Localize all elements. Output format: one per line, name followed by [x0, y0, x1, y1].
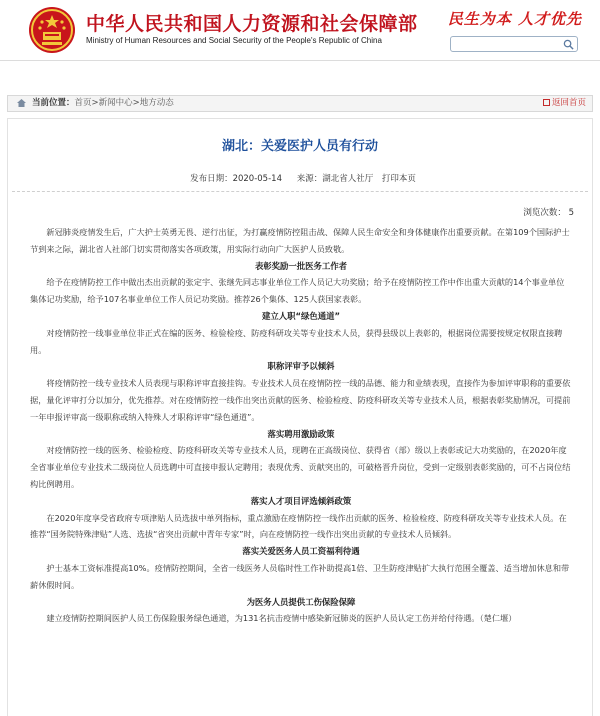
paragraph: 将疫情防控一线专业技术人员表现与职称评审直接挂钩。专业技术人员在疫情防控一线的品德、能力和业绩表现，直接作为参加评审职称的重要依据，量化评审打分以加分，优先推荐。对在疫情防控一线作出突出贡献的医务、检验检疫、防疫科研攻关等专业技术人员，根据表彰奖励情况，可提前一年申报评审高一级职称或纳入特殊人才职称评审“绿色通道”。: [30, 378, 571, 422]
home-icon: [17, 99, 26, 107]
breadcrumb: [7, 95, 593, 112]
breadcrumb-label: 当前位置：: [32, 98, 75, 108]
print-page-link[interactable]: 打印本页: [381, 174, 416, 184]
section-heading: 表彰奖励一批医务工作者: [254, 260, 348, 271]
publish-date: 发布日期：2020-05-14: [190, 174, 282, 184]
breadcrumb-separator: >: [91, 98, 99, 108]
paragraph: 建立疫情防控期间医护人员工伤保险服务绿色通道，为131名抗击疫情中感染新冠肺炎的医护人员认定工伤并给付待遇。（楚仁堰）: [46, 613, 517, 624]
section-heading: 落实人才项目评选倾斜政策: [250, 495, 352, 506]
back-home-link[interactable]: [543, 96, 586, 111]
breadcrumb-item-local[interactable]: 地方动态: [139, 98, 174, 108]
site-slogan: 民生为本 人才优先: [447, 10, 582, 28]
view-count: 浏览次数： 5: [523, 208, 574, 218]
paragraph: 在2020年度享受省政府专项津贴人员选拔中单列指标，重点激励在疫情防控一线作出贡献的医务、检验检疫、防疫科研攻关等专业技术人员。在推荐“国务院特殊津贴”人选、选拔“省突出贡献中青年专家”时，向在疫情防控一线作出突出贡献的专业技术人员倾斜。: [30, 512, 567, 540]
section-heading: 建立人职“绿色通道”: [261, 310, 340, 321]
site-title: 中华人民共和国人力资源和社会保障部: [86, 13, 418, 35]
back-icon: [543, 99, 550, 106]
paragraph: 对疫情防控一线的医务、检验检疫、防疫科研攻关等专业技术人员，现聘在正高级岗位、获得省（部）级以上表彰或记大功奖励的，在2020年度全省事业单位专业技术二级岗位人员选聘中可直接申报认定聘用；表现优秀、贡献突出的，可破格晋升岗位，受到一定级别表彰奖励的，可不占岗位结构比例聘用。: [30, 445, 571, 489]
paragraph: 护士基本工资标准提高10%。疫情防控期间，全省一线医务人员临时性工作补助提高1倍、卫生防疫津贴扩大执行范围全覆盖、适当增加休息和带薪休假时间。: [30, 562, 570, 590]
paragraph: 对疫情防控一线事业单位非正式在编的医务、检验检疫、防疫科研攻关等专业技术人员，获得县级以上表彰的，根据岗位需要按规定权限直接聘用。: [30, 327, 563, 355]
section-heading: 落实聘用激励政策: [267, 428, 335, 439]
paragraph: 给予在疫情防控工作中做出杰出贡献的张定宇、张继先同志事业单位工作人员记大功奖励；给予在疫情防控工作中作出重大贡献的14个事业单位集体记功奖励，给予107名事业单位工作人员记功奖励。推荐26个集体、125人获国家表彰。: [30, 277, 565, 305]
back-home-label: 返回首页: [551, 98, 586, 108]
article-source: 来源：湖北省人社厅: [296, 174, 374, 184]
article-container: [7, 118, 593, 716]
national-emblem-icon[interactable]: [28, 6, 76, 54]
paragraph: 新冠肺炎疫情发生后，广大护士英勇无畏、逆行出征，为打赢疫情防控阻击战、保障人民生命安全和身体健康作出重要贡献。在第109个国际护士节到来之际，湖北省人社部门切实贯彻落实各项政策，用实际行动向广大医护人员致敬。: [30, 227, 570, 254]
magnifier-icon[interactable]: [563, 39, 574, 50]
section-heading: 落实关爱医务人员工资福利待遇: [242, 546, 360, 557]
site-header: [0, 0, 600, 61]
site-title-english: Ministry of Human Resources and Social Security of the People's Republic of China: [86, 36, 382, 45]
section-heading: 为医务人员提供工伤保险保障: [246, 596, 356, 607]
article-meta: [8, 172, 592, 184]
section-heading: 职称评审予以倾斜: [267, 361, 335, 372]
breadcrumb-trail: [32, 96, 174, 111]
article-body: [30, 224, 572, 627]
breadcrumb-item-news[interactable]: 新闻中心: [98, 98, 133, 108]
meta-divider: [12, 191, 588, 192]
search-box: [450, 36, 578, 52]
article-title: 湖北：关爱医护人员有行动: [221, 139, 378, 154]
search-input[interactable]: [455, 38, 555, 50]
breadcrumb-separator: >: [132, 98, 140, 108]
breadcrumb-item-home[interactable]: 首页: [74, 98, 92, 108]
